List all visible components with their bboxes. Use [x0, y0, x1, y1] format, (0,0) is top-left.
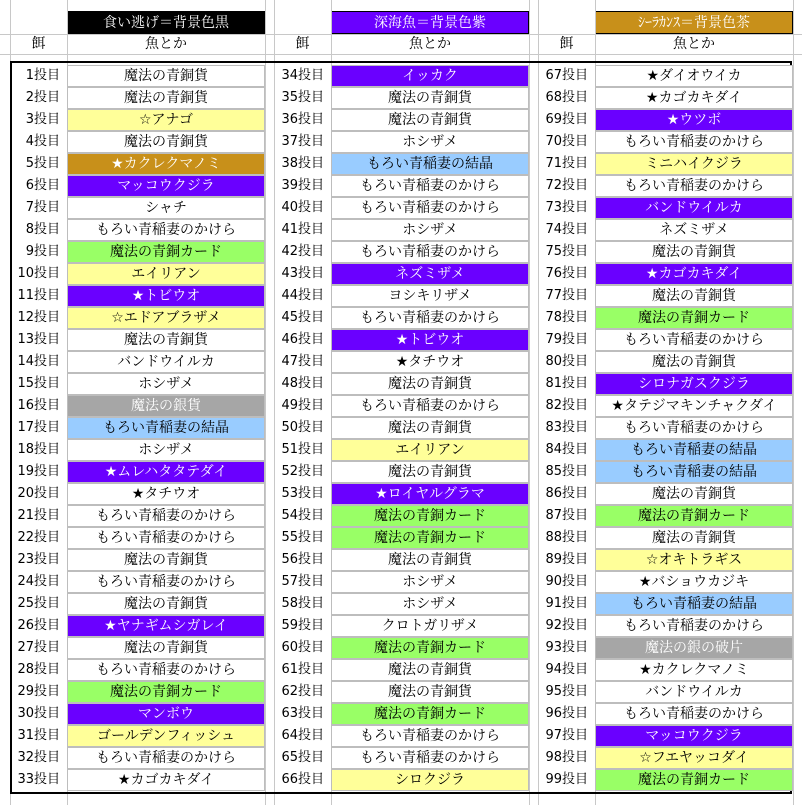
catch-cell: ☆オキトラギス — [595, 549, 793, 571]
table-row — [0, 87, 802, 109]
catch-cell: 魔法の青銅貨 — [67, 593, 265, 615]
table-row — [0, 197, 802, 219]
throw-number: 98投目 — [545, 750, 588, 765]
catch-cell: もろい青稲妻のかけら — [331, 725, 529, 747]
table-row — [0, 681, 802, 703]
catch-cell: ホシザメ — [67, 373, 265, 395]
catch-cell: マッコウクジラ — [67, 175, 265, 197]
throw-number: 78投目 — [545, 310, 588, 325]
catch-cell: もろい青稲妻のかけら — [331, 747, 529, 769]
catch-cell: もろい青稲妻のかけら — [331, 307, 529, 329]
throw-number: 26投目 — [17, 618, 60, 633]
throw-number: 73投目 — [545, 200, 588, 215]
catch-cell: もろい青稲妻のかけら — [331, 175, 529, 197]
throw-number: 34投目 — [281, 68, 324, 83]
throw-number: 43投目 — [281, 266, 324, 281]
table-row — [0, 131, 802, 153]
catch-cell: 魔法の青銅貨 — [67, 131, 265, 153]
throw-number: 84投目 — [545, 442, 588, 457]
catch-cell: シロナガスクジラ — [595, 373, 793, 395]
table-row — [0, 527, 802, 549]
catch-cell: ☆フエヤッコダイ — [595, 747, 793, 769]
legend-escape: 食い逃げ＝背景色黒 — [67, 11, 265, 34]
catch-cell: 魔法の青銅カード — [331, 505, 529, 527]
table-row — [0, 461, 802, 483]
throw-number: 4投目 — [25, 134, 60, 149]
throw-number: 71投目 — [545, 156, 588, 171]
table-row — [0, 351, 802, 373]
throw-number: 2投目 — [25, 90, 60, 105]
throw-number: 50投目 — [281, 420, 324, 435]
table-row — [0, 175, 802, 197]
throw-number: 18投目 — [17, 442, 60, 457]
table-row — [0, 241, 802, 263]
catch-cell: ★カゴカキダイ — [67, 769, 265, 791]
throw-number: 88投目 — [545, 530, 588, 545]
throw-number: 23投目 — [17, 552, 60, 567]
catch-cell: もろい青稲妻のかけら — [67, 659, 265, 681]
throw-number: 22投目 — [17, 530, 60, 545]
throw-number: 55投目 — [281, 530, 324, 545]
table-row — [0, 593, 802, 615]
catch-cell: ★ダイオウイカ — [595, 65, 793, 87]
throw-number: 91投目 — [545, 596, 588, 611]
throw-number: 44投目 — [281, 288, 324, 303]
throw-number: 85投目 — [545, 464, 588, 479]
catch-cell: もろい青稲妻のかけら — [595, 131, 793, 153]
catch-cell: イッカク — [331, 65, 529, 87]
catch-cell: ★タチウオ — [67, 483, 265, 505]
throw-number: 15投目 — [17, 376, 60, 391]
table-row — [0, 549, 802, 571]
throw-number: 83投目 — [545, 420, 588, 435]
catch-cell: 魔法の青銅貨 — [595, 285, 793, 307]
catch-cell: ネズミザメ — [331, 263, 529, 285]
catch-cell: 魔法の青銅カード — [67, 681, 265, 703]
throw-number: 10投目 — [17, 266, 60, 281]
throw-number: 99投目 — [545, 772, 588, 787]
catch-cell: 魔法の青銅カード — [331, 637, 529, 659]
table-row — [0, 285, 802, 307]
throw-number: 90投目 — [545, 574, 588, 589]
throw-number: 61投目 — [281, 662, 324, 677]
catch-cell: ☆アナゴ — [67, 109, 265, 131]
catch-cell: ネズミザメ — [595, 219, 793, 241]
catch-cell: 魔法の青銅貨 — [67, 65, 265, 87]
catch-cell: ホシザメ — [331, 593, 529, 615]
throw-number: 27投目 — [17, 640, 60, 655]
catch-cell: 魔法の青銅カード — [595, 769, 793, 791]
throw-number: 39投目 — [281, 178, 324, 193]
catch-cell: バンドウイルカ — [67, 351, 265, 373]
throw-number: 80投目 — [545, 354, 588, 369]
catch-cell: ★ロイヤルグラマ — [331, 483, 529, 505]
throw-number: 79投目 — [545, 332, 588, 347]
catch-cell: 魔法の青銅貨 — [67, 329, 265, 351]
catch-cell: もろい青稲妻のかけら — [331, 395, 529, 417]
catch-cell: エイリアン — [331, 439, 529, 461]
throw-number: 56投目 — [281, 552, 324, 567]
catch-cell: もろい青稲妻のかけら — [595, 703, 793, 725]
throw-number: 74投目 — [545, 222, 588, 237]
table-row — [0, 373, 802, 395]
throw-number: 92投目 — [545, 618, 588, 633]
catch-cell: マッコウクジラ — [595, 725, 793, 747]
table-row — [0, 219, 802, 241]
throw-number: 30投目 — [17, 706, 60, 721]
throw-number: 35投目 — [281, 90, 324, 105]
catch-cell: もろい青稲妻のかけら — [331, 241, 529, 263]
catch-cell: ★カゴカキダイ — [595, 87, 793, 109]
throw-number: 1投目 — [25, 68, 60, 83]
throw-number: 75投目 — [545, 244, 588, 259]
throw-number: 11投目 — [17, 288, 60, 303]
table-row — [0, 417, 802, 439]
catch-cell: 魔法の青銅貨 — [331, 659, 529, 681]
throw-number: 60投目 — [281, 640, 324, 655]
table-row — [0, 769, 802, 791]
throw-number: 77投目 — [545, 288, 588, 303]
throw-number: 76投目 — [545, 266, 588, 281]
catch-cell: マンボウ — [67, 703, 265, 725]
grid-line — [0, 34, 802, 35]
catch-cell: 魔法の青銅カード — [595, 505, 793, 527]
catch-cell: 魔法の青銅カード — [331, 703, 529, 725]
table-row — [0, 439, 802, 461]
throw-number: 33投目 — [17, 772, 60, 787]
catch-cell: 魔法の青銅貨 — [595, 527, 793, 549]
catch-cell: もろい青稲妻のかけら — [595, 417, 793, 439]
throw-number: 51投目 — [281, 442, 324, 457]
catch-cell: もろい青稲妻の結晶 — [331, 153, 529, 175]
throw-number: 25投目 — [17, 596, 60, 611]
throw-number: 16投目 — [17, 398, 60, 413]
throw-number: 65投目 — [281, 750, 324, 765]
throw-number: 29投目 — [17, 684, 60, 699]
catch-cell: 魔法の青銅貨 — [331, 549, 529, 571]
throw-number: 38投目 — [281, 156, 324, 171]
catch-cell: 魔法の青銅カード — [67, 241, 265, 263]
catch-cell: エイリアン — [67, 263, 265, 285]
header-bait: 餌 — [559, 36, 574, 52]
throw-number: 57投目 — [281, 574, 324, 589]
throw-number: 41投目 — [281, 222, 324, 237]
catch-cell: 魔法の銀の破片 — [595, 637, 793, 659]
table-row — [0, 615, 802, 637]
table-row — [0, 571, 802, 593]
throw-number: 49投目 — [281, 398, 324, 413]
catch-cell: 魔法の青銅貨 — [331, 461, 529, 483]
catch-cell: ホシザメ — [67, 439, 265, 461]
throw-number: 52投目 — [281, 464, 324, 479]
header-fish: 魚とか — [673, 36, 715, 52]
throw-number: 9投目 — [25, 244, 60, 259]
catch-cell: もろい青稲妻のかけら — [67, 219, 265, 241]
table-row — [0, 483, 802, 505]
catch-cell: 魔法の青銅貨 — [331, 87, 529, 109]
catch-cell: 魔法の銀貨 — [67, 395, 265, 417]
catch-cell: シャチ — [67, 197, 265, 219]
catch-cell: ホシザメ — [331, 571, 529, 593]
catch-cell: もろい青稲妻の結晶 — [595, 461, 793, 483]
throw-number: 47投目 — [281, 354, 324, 369]
throw-number: 14投目 — [17, 354, 60, 369]
catch-cell: もろい青稲妻のかけら — [595, 615, 793, 637]
throw-number: 46投目 — [281, 332, 324, 347]
catch-cell: もろい青稲妻のかけら — [331, 197, 529, 219]
header-fish: 魚とか — [409, 36, 451, 52]
catch-cell: ★ウツボ — [595, 109, 793, 131]
catch-cell: もろい青稲妻のかけら — [67, 505, 265, 527]
catch-cell: 魔法の青銅貨 — [331, 681, 529, 703]
table-row — [0, 329, 802, 351]
catch-cell: バンドウイルカ — [595, 681, 793, 703]
throw-number: 96投目 — [545, 706, 588, 721]
catch-cell: 魔法の青銅貨 — [331, 109, 529, 131]
table-row — [0, 307, 802, 329]
catch-cell: クロトガリザメ — [331, 615, 529, 637]
catch-cell: 魔法の青銅貨 — [595, 483, 793, 505]
table-row — [0, 637, 802, 659]
table-row — [0, 153, 802, 175]
throw-number: 19投目 — [17, 464, 60, 479]
legend-deepsea: 深海魚＝背景色紫 — [331, 11, 529, 34]
catch-cell: 魔法の青銅貨 — [331, 373, 529, 395]
catch-cell: ★バショウカジキ — [595, 571, 793, 593]
throw-number: 70投目 — [545, 134, 588, 149]
throw-number: 72投目 — [545, 178, 588, 193]
throw-number: 95投目 — [545, 684, 588, 699]
throw-number: 24投目 — [17, 574, 60, 589]
table-row — [0, 725, 802, 747]
table-row — [0, 109, 802, 131]
catch-cell: ★ヤナギムシガレイ — [67, 615, 265, 637]
throw-number: 12投目 — [17, 310, 60, 325]
catch-cell: ★トビウオ — [331, 329, 529, 351]
throw-number: 45投目 — [281, 310, 324, 325]
catch-cell: もろい青稲妻のかけら — [595, 175, 793, 197]
catch-cell: シロクジラ — [331, 769, 529, 791]
catch-cell: ヨシキリザメ — [331, 285, 529, 307]
catch-cell: 魔法の青銅カード — [595, 307, 793, 329]
throw-number: 63投目 — [281, 706, 324, 721]
table-row — [0, 395, 802, 417]
throw-number: 64投目 — [281, 728, 324, 743]
throw-number: 54投目 — [281, 508, 324, 523]
catch-cell: もろい青稲妻のかけら — [67, 527, 265, 549]
table-row — [0, 747, 802, 769]
throw-number: 94投目 — [545, 662, 588, 677]
catch-cell: 魔法の青銅貨 — [67, 87, 265, 109]
catch-cell: ☆エドアブラザメ — [67, 307, 265, 329]
throw-number: 5投目 — [25, 156, 60, 171]
throw-number: 20投目 — [17, 486, 60, 501]
catch-cell: 魔法の青銅カード — [331, 527, 529, 549]
throw-number: 48投目 — [281, 376, 324, 391]
throw-number: 68投目 — [545, 90, 588, 105]
throw-number: 37投目 — [281, 134, 324, 149]
throw-number: 40投目 — [281, 200, 324, 215]
catch-cell: もろい青稲妻の結晶 — [595, 439, 793, 461]
catch-cell: ミニハイクジラ — [595, 153, 793, 175]
table-row — [0, 703, 802, 725]
catch-cell: 魔法の青銅貨 — [67, 637, 265, 659]
throw-number: 66投目 — [281, 772, 324, 787]
catch-cell: バンドウイルカ — [595, 197, 793, 219]
header-bait: 餌 — [31, 36, 46, 52]
throw-number: 17投目 — [17, 420, 60, 435]
throw-number: 13投目 — [17, 332, 60, 347]
catch-cell: ゴールデンフィッシュ — [67, 725, 265, 747]
catch-cell: もろい青稲妻のかけら — [595, 329, 793, 351]
catch-cell: ★カクレクマノミ — [67, 153, 265, 175]
header-fish: 魚とか — [145, 36, 187, 52]
throw-number: 59投目 — [281, 618, 324, 633]
throw-number: 58投目 — [281, 596, 324, 611]
throw-number: 62投目 — [281, 684, 324, 699]
throw-number: 7投目 — [25, 200, 60, 215]
catch-cell: ★カゴカキダイ — [595, 263, 793, 285]
table-row — [0, 65, 802, 87]
grid-line — [0, 54, 802, 55]
catch-cell: 魔法の青銅貨 — [331, 417, 529, 439]
catch-cell: もろい青稲妻のかけら — [67, 571, 265, 593]
throw-number: 97投目 — [545, 728, 588, 743]
catch-cell: もろい青稲妻のかけら — [67, 747, 265, 769]
throw-number: 32投目 — [17, 750, 60, 765]
catch-cell: ★ムレハタタテダイ — [67, 461, 265, 483]
throw-number: 67投目 — [545, 68, 588, 83]
catch-cell: 魔法の青銅貨 — [67, 549, 265, 571]
catch-cell: もろい青稲妻の結晶 — [595, 593, 793, 615]
throw-number: 28投目 — [17, 662, 60, 677]
throw-number: 89投目 — [545, 552, 588, 567]
throw-number: 36投目 — [281, 112, 324, 127]
table-row — [0, 263, 802, 285]
throw-number: 93投目 — [545, 640, 588, 655]
throw-number: 81投目 — [545, 376, 588, 391]
catch-cell: もろい青稲妻の結晶 — [67, 417, 265, 439]
table-row — [0, 659, 802, 681]
catch-cell: 魔法の青銅貨 — [595, 241, 793, 263]
throw-number: 53投目 — [281, 486, 324, 501]
throw-number: 8投目 — [25, 222, 60, 237]
throw-number: 87投目 — [545, 508, 588, 523]
catch-cell: ホシザメ — [331, 219, 529, 241]
header-bait: 餌 — [295, 36, 310, 52]
throw-number: 82投目 — [545, 398, 588, 413]
throw-number: 69投目 — [545, 112, 588, 127]
catch-cell: ★タチウオ — [331, 351, 529, 373]
catch-cell: ★タテジマキンチャクダイ — [595, 395, 793, 417]
catch-cell: ホシザメ — [331, 131, 529, 153]
table-row — [0, 505, 802, 527]
throw-number: 21投目 — [17, 508, 60, 523]
catch-cell: 魔法の青銅貨 — [595, 351, 793, 373]
catch-cell: ★カクレクマノミ — [595, 659, 793, 681]
throw-number: 42投目 — [281, 244, 324, 259]
throw-number: 31投目 — [17, 728, 60, 743]
catch-cell: ★トビウオ — [67, 285, 265, 307]
throw-number: 6投目 — [25, 178, 60, 193]
legend-coelacanth: ｼｰﾗｶﾝｽ＝背景色茶 — [595, 11, 793, 34]
throw-number: 86投目 — [545, 486, 588, 501]
throw-number: 3投目 — [25, 112, 60, 127]
